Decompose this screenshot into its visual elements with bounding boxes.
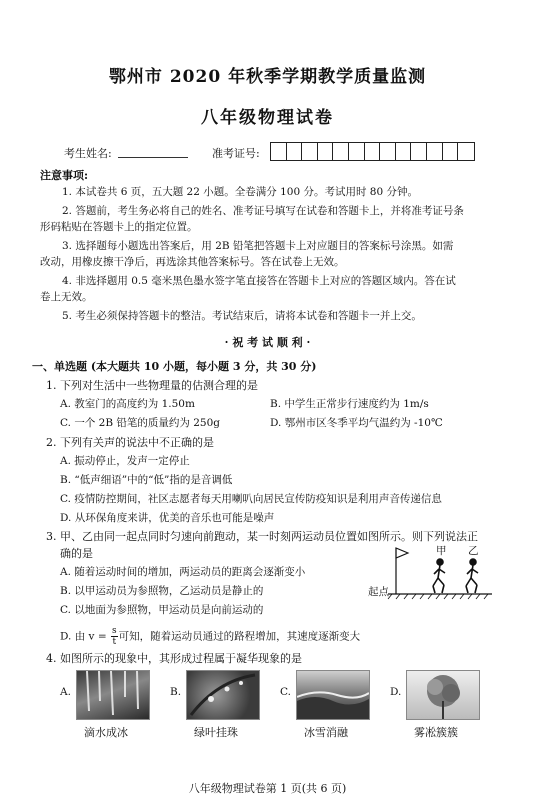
exam-subtitle: 八年级物理试卷 xyxy=(201,108,334,128)
candidate-id-grid[interactable] xyxy=(270,142,475,161)
q4-option-a-letter: A. xyxy=(60,686,71,698)
notice-item-4: 4. 非选择题用 0.5 毫米黑色墨水签字笔直接答在答题卡上对应的答题区域内。答在试 xyxy=(62,275,456,287)
notice-item-2: 2. 答题前，考生务必将自己的姓名、准考证号填写在试卷和答题卡上，并将准考证号条 xyxy=(62,205,464,217)
q3-option-d: D. 由 v = $\frac{s}{t}$ 可知，随着运动员通过的路程增加，其速度逐渐变大 xyxy=(60,626,361,647)
runner-jia-icon xyxy=(433,559,445,593)
q4-caption-c: 冰雪消融 xyxy=(304,726,348,739)
notice-item-3: 3. 选择题每小题选出答案后，用 2B 铅笔把答题卡上对应题目的答案标号涂黑。如需 xyxy=(62,240,454,252)
candidate-name-label: 考生姓名: xyxy=(64,147,112,160)
q2-stem: 2. 下列有关声的说法中不正确的是 xyxy=(46,436,214,449)
q4-stem: 4. 如图所示的现象中，其形成过程属于凝华现象的是 xyxy=(46,652,302,665)
candidate-name-field[interactable] xyxy=(118,157,188,158)
q1-option-d: D. 鄂州市区冬季平均气温约为 -10℃ xyxy=(270,417,443,429)
notice-item-2-cont: 形码粘贴在答题卡上的指定位置。 xyxy=(40,221,198,233)
q4-image-a-icicles xyxy=(76,670,150,720)
q1-option-a: A. 教室门的高度约为 1.50m xyxy=(60,398,195,410)
q1-stem: 1. 下列对生活中一些物理量的估测合理的是 xyxy=(46,379,258,392)
velocity-formula: $\frac{s}{t}$ xyxy=(111,626,117,647)
page-footer: 八年级物理试卷第 1 页(共 6 页) xyxy=(188,782,347,795)
q4-option-d-letter: D. xyxy=(390,686,402,698)
q1-option-c: C. 一个 2B 铅笔的质量约为 250g xyxy=(60,417,221,429)
q3-option-b: B. 以甲运动员为参照物，乙运动员是静止的 xyxy=(60,585,264,597)
q2-option-b: B. “低声细语”中的“低”指的是音调低 xyxy=(60,474,233,486)
notice-item-5: 5. 考生必须保持答题卡的整洁。考试结束后，请将本试卷和答题卡一并上交。 xyxy=(62,310,422,322)
q4-caption-b: 绿叶挂珠 xyxy=(194,726,238,739)
q4-image-d-rime xyxy=(406,670,480,720)
label-yi: 乙 xyxy=(468,545,479,557)
q2-option-a: A. 振动停止，发声一定停止 xyxy=(60,455,190,467)
notice-item-1: 1. 本试卷共 6 页，五大题 22 小题。全卷满分 100 分。考试用时 80 分钟。 xyxy=(62,186,418,198)
q4-caption-a: 滴水成冰 xyxy=(84,726,128,739)
good-luck-wish: · 祝 考 试 顺 利 · xyxy=(224,336,311,349)
runner-yi-icon xyxy=(466,559,478,593)
q2-option-c: C. 疫情防控期间，社区志愿者每天用喇叭向居民宣传防疫知识是利用声音传递信息 xyxy=(60,493,442,505)
section-heading: 一、单选题 (本大题共 10 小题，每小题 3 分，共 30 分) xyxy=(32,360,317,373)
q4-caption-d: 雾凇簇簇 xyxy=(414,726,458,739)
label-jia: 甲 xyxy=(436,545,447,557)
q3-stem: 3. 甲、乙由同一起点同时匀速向前跑动，某一时刻两运动员位置如图所示。则下列说法正 xyxy=(46,530,478,543)
q4-option-b-letter: B. xyxy=(170,686,182,698)
notice-item-4-cont: 卷上无效。 xyxy=(40,291,93,303)
q3-option-c: C. 以地面为参照物，甲运动员是向前运动的 xyxy=(60,604,264,616)
candidate-id-label: 准考证号: xyxy=(212,147,260,160)
notice-heading: 注意事项: xyxy=(40,169,89,182)
label-start: 起点 xyxy=(368,586,389,598)
exam-title: 鄂州市 2020 年秋季学期教学质量监测 xyxy=(108,67,427,87)
q1-option-b: B. 中学生正常步行速度约为 1m/s xyxy=(270,398,429,410)
q2-option-d: D. 从环保角度来讲，优美的音乐也可能是噪声 xyxy=(60,512,275,524)
q3-option-a: A. 随着运动时间的增加，两运动员的距离会逐渐变小 xyxy=(60,566,306,578)
q4-option-c-letter: C. xyxy=(280,686,291,698)
q4-image-c-melting xyxy=(296,670,370,720)
q3-stem-cont: 确的是 xyxy=(60,547,93,560)
q4-image-b-dewdrops xyxy=(186,670,260,720)
notice-item-3-cont: 改动，用橡皮擦干净后，再选涂其他答案标号。答在试卷上无效。 xyxy=(40,256,345,268)
